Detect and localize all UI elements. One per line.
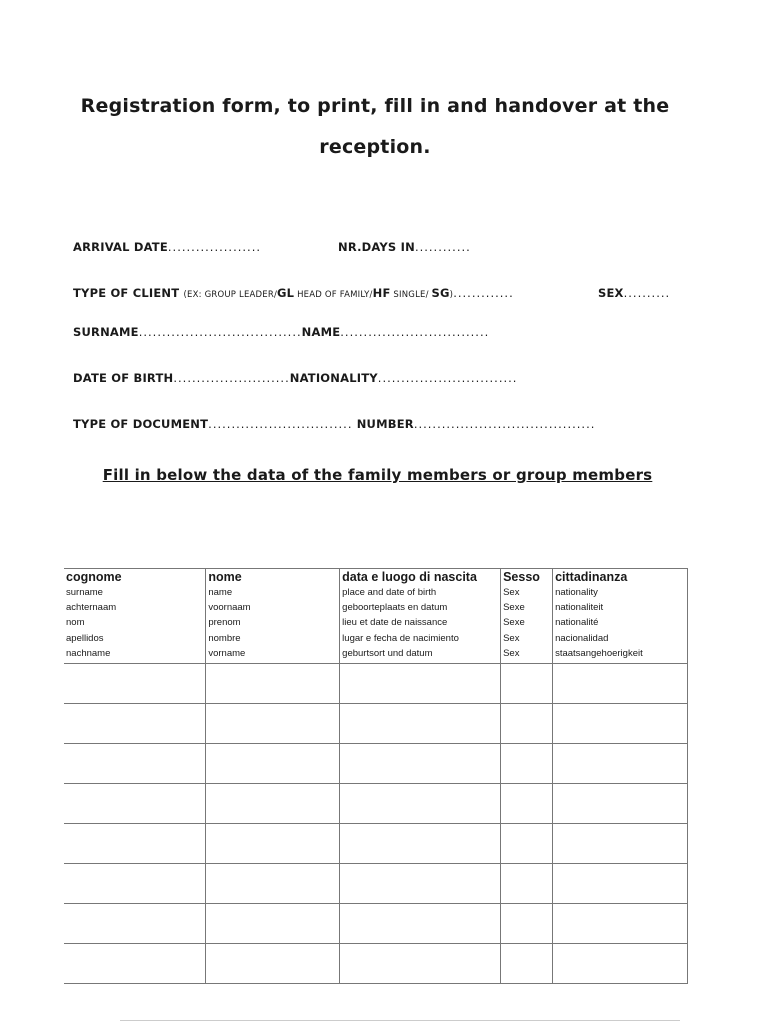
column-subtitle: voornaam <box>208 602 251 614</box>
name-blank[interactable]: ................................ <box>340 325 490 339</box>
column-subtitle: nacionalidad <box>555 632 609 644</box>
number-blank[interactable]: ....................................... <box>413 417 596 431</box>
sex-field[interactable] <box>598 286 670 300</box>
entry-cell[interactable] <box>206 944 340 984</box>
nr-days-field[interactable] <box>338 240 471 254</box>
entry-cell[interactable] <box>501 784 553 824</box>
column-subtitle: Sex <box>503 647 520 659</box>
surname-label: SURNAME <box>73 325 139 339</box>
client-example-suffix: ) <box>449 290 454 300</box>
column-subtitle: lugar e fecha de nacimiento <box>342 632 459 644</box>
column-subtitle: Sex <box>503 632 520 644</box>
entry-cell[interactable] <box>64 744 206 784</box>
entry-cell[interactable] <box>64 944 206 984</box>
client-sg-code: SG <box>431 286 450 300</box>
members-heading: Fill in below the data of the family members or group members <box>102 466 653 484</box>
entry-cell[interactable] <box>501 704 553 744</box>
name-label: NAME <box>301 325 341 339</box>
sex-label: SEX <box>598 286 624 300</box>
form-title-line2: reception. <box>319 136 431 158</box>
column-header <box>340 569 501 664</box>
entry-cell[interactable] <box>340 944 501 984</box>
column-title: nome <box>208 570 242 584</box>
column-subtitle: vorname <box>208 647 246 659</box>
column-subtitle: prenom <box>208 617 241 629</box>
table-row <box>64 824 688 864</box>
entry-cell[interactable] <box>340 824 501 864</box>
entry-cell[interactable] <box>501 664 553 704</box>
entry-cell[interactable] <box>206 904 340 944</box>
column-header <box>64 569 206 664</box>
entry-cell[interactable] <box>501 944 553 984</box>
entry-cell[interactable] <box>206 704 340 744</box>
date-of-birth-blank[interactable]: ......................... <box>173 371 290 385</box>
entry-cell[interactable] <box>206 864 340 904</box>
entry-cell[interactable] <box>64 864 206 904</box>
entry-cell[interactable] <box>340 864 501 904</box>
entry-cell[interactable] <box>501 864 553 904</box>
column-subtitle: surname <box>66 587 103 598</box>
entry-cell[interactable] <box>206 744 340 784</box>
entry-cell[interactable] <box>206 824 340 864</box>
entry-cell[interactable] <box>206 784 340 824</box>
column-title: Sesso <box>503 570 540 584</box>
table-row <box>64 664 688 704</box>
column-title: cognome <box>66 570 122 584</box>
arrival-date-label: ARRIVAL DATE <box>73 240 168 254</box>
entry-cell[interactable] <box>501 904 553 944</box>
column-header <box>553 569 688 664</box>
arrival-date-blank[interactable]: .................... <box>167 240 262 254</box>
entry-cell[interactable] <box>501 824 553 864</box>
surname-blank[interactable]: ................................... <box>138 325 302 339</box>
nr-days-label: NR.DAYS IN <box>338 240 415 254</box>
members-table <box>64 568 688 984</box>
entry-cell[interactable] <box>64 824 206 864</box>
entry-cell[interactable] <box>64 704 206 744</box>
column-subtitle: name <box>208 587 233 598</box>
sex-blank[interactable]: .......... <box>623 286 671 300</box>
form-title-line1: Registration form, to print, fill in and handover at the <box>80 95 670 117</box>
entry-cell[interactable] <box>340 744 501 784</box>
column-subtitle: nationalité <box>555 617 599 629</box>
column-subtitle: geboorteplaats en datum <box>342 602 448 614</box>
entry-cell[interactable] <box>340 704 501 744</box>
table-row <box>64 864 688 904</box>
nationality-label: NATIONALITY <box>289 371 378 385</box>
column-title: data e luogo di nascita <box>342 570 477 584</box>
column-subtitle: nachname <box>66 647 111 659</box>
entry-cell[interactable] <box>553 704 688 744</box>
entry-cell[interactable] <box>206 664 340 704</box>
table-row <box>64 704 688 744</box>
column-subtitle: Sexe <box>503 602 525 614</box>
column-subtitle: Sex <box>503 587 520 598</box>
entry-cell[interactable] <box>553 864 688 904</box>
column-subtitle: lieu et date de naissance <box>342 617 448 629</box>
table-row <box>64 744 688 784</box>
entry-cell[interactable] <box>64 784 206 824</box>
type-of-document-label: TYPE OF DOCUMENT <box>73 417 209 431</box>
type-of-client-field[interactable] <box>73 286 514 300</box>
client-sg-prefix: SINGLE/ <box>390 290 432 300</box>
nr-days-blank[interactable]: ............ <box>414 240 471 254</box>
entry-cell[interactable] <box>553 944 688 984</box>
entry-cell[interactable] <box>553 824 688 864</box>
column-subtitle: apellidos <box>66 632 104 644</box>
arrival-date-field[interactable] <box>73 240 261 254</box>
entry-cell[interactable] <box>501 744 553 784</box>
column-title: cittadinanza <box>555 570 628 584</box>
column-subtitle: Sexe <box>503 617 525 629</box>
table-row <box>64 904 688 944</box>
column-header <box>206 569 340 664</box>
date-of-birth-label: DATE OF BIRTH <box>73 371 174 385</box>
entry-cell[interactable] <box>553 664 688 704</box>
column-subtitle: nom <box>66 617 85 629</box>
table-header-row <box>64 569 688 664</box>
type-of-client-label: TYPE OF CLIENT <box>73 286 180 300</box>
number-label: NUMBER <box>356 417 414 431</box>
entry-cell[interactable] <box>64 904 206 944</box>
document-field[interactable] <box>73 417 595 431</box>
column-subtitle: place and date of birth <box>342 587 437 598</box>
column-subtitle: nationaliteit <box>555 602 604 614</box>
column-subtitle: achternaam <box>66 602 117 614</box>
client-example-prefix: (EX: GROUP LEADER/ <box>183 290 278 300</box>
column-header <box>501 569 553 664</box>
client-gl-code: GL <box>277 286 295 300</box>
nationality-blank[interactable]: .............................. <box>377 371 518 385</box>
entry-cell[interactable] <box>553 904 688 944</box>
entry-cell[interactable] <box>553 784 688 824</box>
surname-field[interactable] <box>73 325 489 339</box>
table-row <box>64 944 688 984</box>
client-hf-prefix: HEAD OF FAMILY/ <box>294 290 373 300</box>
bottom-rule <box>120 1020 680 1021</box>
column-subtitle: staatsangehoerigkeit <box>555 647 643 659</box>
column-subtitle: geburtsort und datum <box>342 647 433 659</box>
type-of-document-blank[interactable]: ............................... <box>208 417 353 431</box>
entry-cell[interactable] <box>340 904 501 944</box>
column-subtitle: nombre <box>208 632 241 644</box>
entry-cell[interactable] <box>553 744 688 784</box>
table-row <box>64 784 688 824</box>
entry-cell[interactable] <box>340 784 501 824</box>
date-of-birth-field[interactable] <box>73 371 517 385</box>
entry-cell[interactable] <box>340 664 501 704</box>
type-of-client-blank[interactable]: ............. <box>453 286 514 300</box>
column-subtitle: nationality <box>555 587 598 598</box>
client-hf-code: HF <box>372 286 391 300</box>
entry-cell[interactable] <box>64 664 206 704</box>
